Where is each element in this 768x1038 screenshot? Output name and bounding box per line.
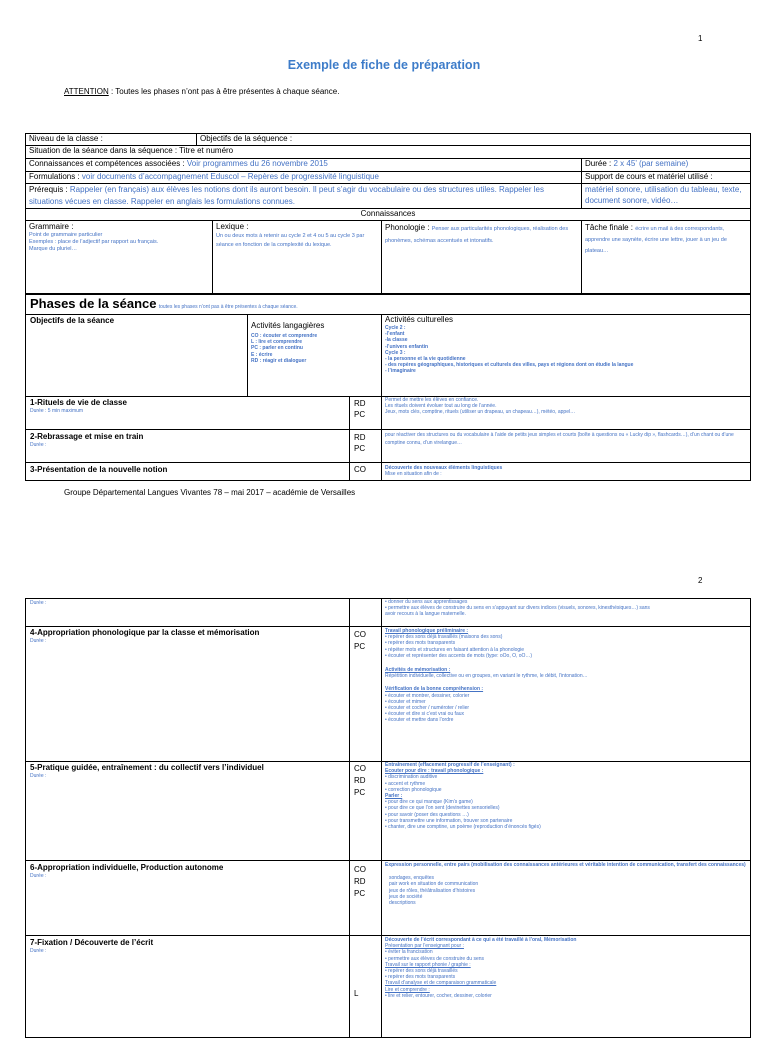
footer: Groupe Départemental Langues Vivantes 78 – mai 2017 – académie de Versailles: [64, 488, 356, 497]
phase-codes: CO: [354, 465, 366, 474]
phase-codes: CO RD PC: [354, 865, 366, 898]
phase-pratique-guidee: 5-Pratique guidée, entraînement : du collectif vers l’individuel Durée :: [30, 763, 264, 779]
grammaire-line: Exemples : place de l’adjectif par rapport au français.: [29, 238, 159, 245]
page-number: 2: [698, 576, 703, 585]
grammaire-line: Point de grammaire particulier: [29, 232, 103, 238]
phase-rituels: 1-Rituels de vie de classe Durée : 5 min maximum: [30, 398, 127, 414]
phases-title: Phases de la séance toutes les phases n’ont pas à être présentes à chaque séance.: [30, 296, 298, 311]
formulations-row: Formulations : voir documents d’accompagnement Eduscol – Repères de progressivité linguistique: [29, 172, 379, 181]
situation-label: Situation de la séance dans la séquence : Titre et numéro: [29, 146, 234, 155]
page-title: Exemple de fiche de préparation: [287, 58, 481, 72]
objectifs-sequence-label: Objectifs de la séquence :: [200, 134, 293, 143]
phase-description: Découverte des nouveaux éléments linguistiques Mise en situation afin de :: [385, 465, 503, 478]
phase-codes: CO PC: [354, 630, 366, 651]
phase-duree: Durée :: [30, 600, 47, 606]
phase-description: Entraînement (effacement progressif de l’enseignant) : Ecouter pour dire : travail phonologique : • discrimination auditive • accent et rythme • correction phonologique Parler : • pour dire ce qui manque (Kim’s game) • pour dire ce que l’on sent (devinettes sensorielles) • pour savoir (poser des questions …) • pour transmettre une information, trouver son partenaire • chanter, dire une comptine, un poème (reproduction d’énoncés figés): [385, 762, 541, 831]
phonologie-cell: Phonologie : Penser aux particularités phonologiques, réalisation des phonèmes, schémas accentués et intonatifs.: [385, 223, 569, 244]
phase-description: • donner du sens aux apprentissages • permettre aux élèves de construire du sens en s’appuyant sur divers indices (visuels, sonores, kinesthésiques…) sans avoir recours à la langue maternelle.: [385, 599, 650, 618]
phase-appropriation-phonologique: 4-Appropriation phonologique par la classe et mémorisation Durée :: [30, 628, 260, 644]
phase-description: Expression personnelle, entre pairs (mobilisation des connaissances antérieures et véritable intention de communication, transfert des connaissances) sondages, enquêtes pair work en situation de communication jeux de rôles, théâtralisation d’histoires jeux de société descriptions: [385, 862, 746, 907]
niveau-label: Niveau de la classe :: [29, 134, 103, 143]
objectifs-seance-label: Objectifs de la séance: [30, 316, 115, 325]
phase-description: Permet de mettre les élèves en confiance. Les rituels doivent évoluer tout au long de l’année. Jeux, mots clés, comptine, rituels (utiliser un drapeau, un chapeau…), météo, appel…: [385, 397, 576, 416]
phase-codes: RD PC: [354, 433, 366, 453]
prerequis-row: Prérequis : Rappeler (en français) aux élèves les notions dont ils auront besoin. Il peut s’agir du vocabulaire ou des structures utiles. Rappeler les situations vécues en classe. Rappeler en anglais les formulations connues.: [29, 185, 544, 206]
phase-presentation: 3-Présentation de la nouvelle notion: [30, 465, 168, 474]
page-number: 1: [698, 34, 703, 43]
phase-production-autonome: 6-Appropriation individuelle, Production autonome Durée :: [30, 863, 224, 879]
activites-langagieres: Activités langagières CO : écouter et comprendre L : lire et comprendre PC : parler en continu E : écrire RD : réagir et dialoguer: [251, 321, 325, 364]
phase-fixation-ecrit: 7-Fixation / Découverte de l’écrit Durée :: [30, 938, 154, 954]
grammaire-line: Marque du pluriel…: [29, 245, 77, 252]
activites-culturelles: Activités culturelles Cycle 2 : -l’enfant -la classe -l’univers enfantin Cycle 3 : - la personne et la vie quotidienne - des repères géographiques, historiques et culturels des villes, pays et régions dont on étudie la langue - l’imaginaire: [385, 315, 634, 375]
phase-codes: CO RD PC: [354, 764, 366, 797]
connaissances-row: Connaissances et compétences associées : Voir programmes du 26 novembre 2015: [29, 159, 328, 168]
grammaire-cell: Grammaire : Point de grammaire particulier Exemples : place de l’adjectif par rapport au français. Marque du pluriel…: [26, 222, 212, 252]
phase-description: Travail phonologique préliminaire : • repérer des sons déjà travaillés (maisons des sons) • repérer des mots transparents • répéter mots et structures en faisant attention à la phonologie • écouter et représenter des accents de mots (type: oOo, O, oO…) Activités de mémorisation : Répétition individuelle, collective ou en groupes, en variant le rythme, le débit, l’intonation… Vérification de la bonne compréhension : • écouter et montrer, dessiner, colorier • écouter et mimer • écouter et cocher / numéroter / relier • écouter et dire si c’est vrai ou faux • écouter et mettre dans l’ordre: [385, 628, 588, 724]
phase-codes: L: [354, 989, 359, 998]
phase-codes: RD PC: [354, 399, 366, 419]
support-label: Support de cours et matériel utilisé :: [585, 172, 713, 181]
duree-row: Durée : 2 x 45’ (par semaine): [585, 159, 689, 168]
phase-description: Découverte de l’écrit correspondant à ce qui a été travaillé à l’oral, Mémorisation Présentation par l’enseignant pour : • éviter la francisation • permettre aux élèves de construire du sens Travail sur le rapport phonie / graphie : • repérer des sons déjà travaillés • repérer des mots transparents Travail d’analyse et de comparaison grammaticale Lire et comprendre : • lire et relier, entourer, cocher, dessiner, colorier: [385, 937, 577, 999]
phase-description: pour réactiver des structures ou du vocabulaire à l’aide de petits jeux simples et courts (boîte à questions ou « Lucky dip », flashcards…), d’un chant ou d’une comptine connu, d’un virelangue…: [385, 432, 734, 446]
lexique-cell: Lexique : Un ou deux mots à retenir au cycle 2 et 4 ou 5 au cycle 3 par séance en fonction de la complexité du lexique.: [216, 222, 365, 248]
connaissances-header: Connaissances: [360, 209, 416, 218]
tache-finale-cell: Tâche finale : écrire un mail à des correspondants, apprendre une saynète, écrire une lettre, jouer à un jeu de plateau…: [585, 223, 727, 254]
attention-note: ATTENTION : Toutes les phases n’ont pas à être présentes à chaque séance.: [64, 87, 340, 96]
phase-rebrassage: 2-Rebrassage et mise en train Durée :: [30, 432, 144, 448]
support-value: matériel sonore, utilisation du tableau, texte, document sonore, vidéo…: [585, 185, 742, 205]
